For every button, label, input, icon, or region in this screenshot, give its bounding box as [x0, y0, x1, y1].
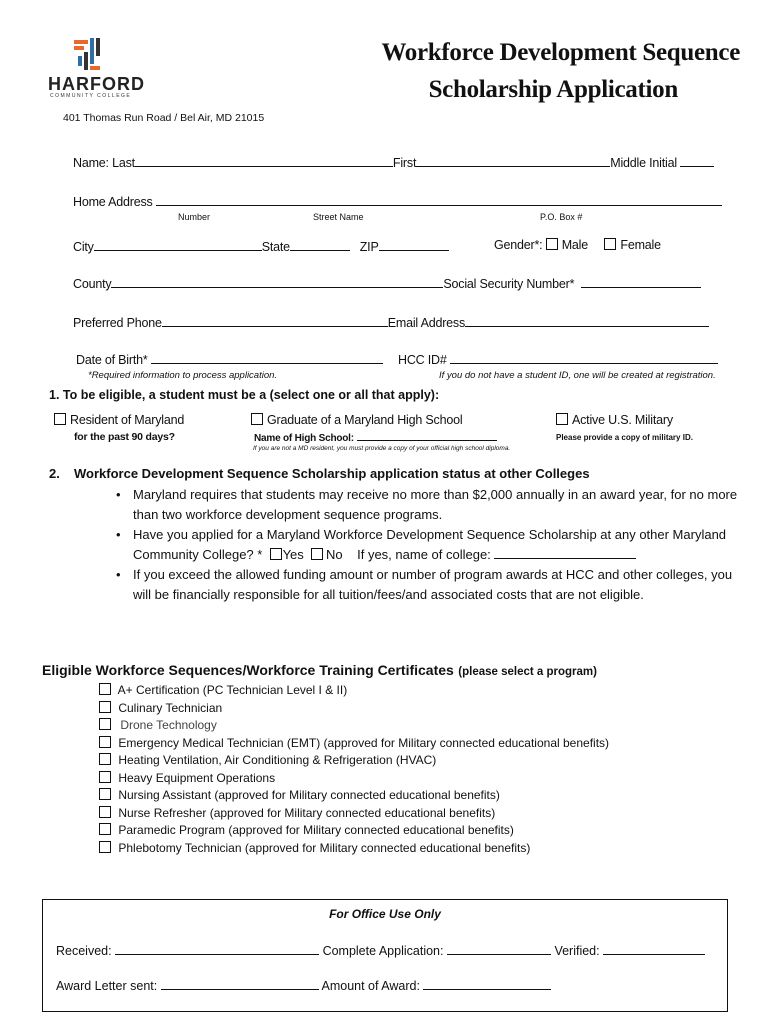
- high-school-row: [254, 431, 497, 444]
- required-note: *Required information to process application.: [88, 370, 278, 381]
- dob-field[interactable]: [151, 351, 383, 364]
- office-use-box: [42, 899, 728, 1012]
- resident-label: Resident of Maryland: [70, 413, 185, 427]
- logo-college-name: HARFORD: [48, 74, 145, 94]
- program-checkbox[interactable]: [99, 736, 111, 748]
- verified-label: Verified:: [554, 944, 600, 958]
- resident-sub: for the past 90 days?: [74, 431, 175, 443]
- city-label: City: [73, 240, 94, 254]
- graduate-checkbox[interactable]: [251, 413, 263, 425]
- amount-label: Amount of Award:: [321, 979, 420, 993]
- address-street-caption: Street Name: [313, 212, 364, 222]
- verified-field[interactable]: [603, 942, 705, 955]
- bullet-applied-elsewhere: • Have you applied for a Maryland Workforce Development Sequence Scholarship at any other Maryland Community College? * Yes No If yes, name of college:: [110, 525, 740, 565]
- gender-row: [494, 238, 661, 252]
- bullet-financial-responsibility: • If you exceed the allowed funding amount or number of program awards at HCC and other colleges, you will be financially responsible for all tuition/fees/and associated costs that are not eligible.: [110, 565, 740, 605]
- middle-initial-label: Middle Initial: [610, 156, 677, 170]
- first-name-field[interactable]: [416, 154, 610, 167]
- program-item[interactable]: Nursing Assistant (approved for Military connected educational benefits): [99, 787, 609, 805]
- state-field[interactable]: [290, 238, 350, 251]
- ssn-label: Social Security Number*: [443, 277, 575, 291]
- home-address-row: [73, 193, 722, 209]
- award-letter-label: Award Letter sent:: [56, 979, 158, 993]
- title-line-1: Workforce Development Sequence: [381, 39, 740, 66]
- email-field[interactable]: [465, 314, 709, 327]
- applied-yes-checkbox[interactable]: [270, 548, 282, 560]
- section2-bullets: [110, 485, 740, 605]
- other-college-field[interactable]: [494, 546, 636, 559]
- name-row: [73, 154, 714, 170]
- program-checkbox[interactable]: [99, 683, 111, 695]
- phone-row: [73, 314, 709, 330]
- address-pobox-caption: P.O. Box #: [540, 212, 583, 222]
- program-checkbox[interactable]: [99, 823, 111, 835]
- office-row-1: [56, 942, 705, 958]
- military-label: Active U.S. Military: [572, 413, 673, 427]
- graduate-label: Graduate of a Maryland High School: [267, 413, 463, 427]
- zip-field[interactable]: [379, 238, 449, 251]
- hcc-id-label: HCC ID#: [398, 353, 447, 367]
- program-item[interactable]: Heating Ventilation, Air Conditioning & Refrigeration (HVAC): [99, 752, 609, 770]
- amount-field[interactable]: [423, 977, 551, 990]
- home-address-field[interactable]: [156, 193, 722, 206]
- program-list: [99, 682, 609, 857]
- program-checkbox[interactable]: [99, 718, 111, 730]
- program-item[interactable]: Nurse Refresher (approved for Military connected educational benefits): [99, 805, 609, 823]
- male-label: Male: [561, 238, 589, 252]
- hcc-id-field[interactable]: [450, 351, 718, 364]
- county-label: County: [73, 277, 112, 291]
- title-line-2: Scholarship Application: [428, 76, 678, 103]
- diploma-note: If you are not a MD resident, you must provide a copy of your official high school diploma.: [253, 445, 511, 452]
- military-sub: Please provide a copy of military ID.: [556, 433, 693, 442]
- middle-initial-field[interactable]: [680, 154, 714, 167]
- received-field[interactable]: [115, 942, 319, 955]
- resident-option: [54, 413, 184, 427]
- female-label: Female: [620, 238, 661, 252]
- complete-label: Complete Application:: [322, 944, 444, 958]
- dob-row: [76, 351, 383, 367]
- resident-checkbox[interactable]: [54, 413, 66, 425]
- college-logo: [46, 38, 145, 100]
- military-checkbox[interactable]: [556, 413, 568, 425]
- ssn-field[interactable]: [581, 275, 701, 288]
- bullet-funding-limit: • Maryland requires that students may receive no more than $2,000 annually in an award year, for no more than two workforce development sequence programs.: [110, 485, 740, 525]
- county-field[interactable]: [111, 275, 443, 288]
- address: 401 Thomas Run Road / Bel Air, MD 21015: [63, 112, 265, 124]
- office-use-title: For Office Use Only: [329, 907, 441, 921]
- complete-field[interactable]: [447, 942, 551, 955]
- first-name-label: First: [392, 156, 417, 170]
- program-item[interactable]: Heavy Equipment Operations: [99, 770, 609, 788]
- email-label: Email Address: [387, 316, 466, 330]
- county-row: [73, 275, 701, 291]
- high-school-label: Name of High School:: [254, 433, 354, 444]
- student-id-note: If you do not have a student ID, one will be created at registration.: [439, 370, 716, 381]
- city-field[interactable]: [94, 238, 262, 251]
- graduate-option: [251, 413, 462, 427]
- program-item[interactable]: Culinary Technician: [99, 700, 609, 718]
- award-letter-field[interactable]: [161, 977, 319, 990]
- high-school-field[interactable]: [357, 431, 497, 441]
- applied-no-checkbox[interactable]: [311, 548, 323, 560]
- phone-field[interactable]: [162, 314, 388, 327]
- program-checkbox[interactable]: [99, 771, 111, 783]
- section2-heading: Workforce Development Sequence Scholarship application status at other Colleges: [74, 466, 590, 481]
- home-address-label: Home Address: [73, 195, 153, 209]
- last-name-label: Name: Last: [73, 156, 135, 170]
- program-checkbox[interactable]: [99, 841, 111, 853]
- program-checkbox[interactable]: [99, 753, 111, 765]
- last-name-field[interactable]: [135, 154, 393, 167]
- program-item[interactable]: Emergency Medical Technician (EMT) (approved for Military connected educational benefits): [99, 735, 609, 753]
- female-checkbox[interactable]: [604, 238, 616, 250]
- program-item[interactable]: A+ Certification (PC Technician Level I & II): [99, 682, 609, 700]
- zip-label: ZIP: [359, 240, 379, 254]
- male-checkbox[interactable]: [546, 238, 558, 250]
- program-checkbox[interactable]: [99, 806, 111, 818]
- program-item[interactable]: Drone Technology: [99, 717, 609, 735]
- section2-number: 2.: [49, 466, 60, 481]
- page-title: [381, 34, 740, 108]
- program-item[interactable]: Phlebotomy Technician (approved for Military connected educational benefits): [99, 840, 609, 858]
- state-label: State: [261, 240, 290, 254]
- dob-label: Date of Birth*: [76, 353, 148, 367]
- section1-heading: 1. To be eligible, a student must be a (select one or all that apply):: [49, 388, 440, 402]
- address-number-caption: Number: [178, 212, 211, 222]
- gender-label: Gender*:: [494, 238, 543, 252]
- programs-heading: Eligible Workforce Sequences/Workforce Training Certificates (please select a program): [42, 662, 597, 678]
- city-row: [73, 238, 449, 254]
- military-option: [556, 413, 673, 427]
- hcc-id-row: [398, 351, 718, 367]
- logo-college-sub: COMMUNITY COLLEGE: [50, 93, 132, 99]
- program-checkbox[interactable]: [99, 701, 111, 713]
- program-item[interactable]: Paramedic Program (approved for Military connected educational benefits): [99, 822, 609, 840]
- phone-label: Preferred Phone: [73, 316, 162, 330]
- logo-mark-icon: [74, 38, 104, 72]
- office-row-2: [56, 977, 551, 993]
- received-label: Received:: [56, 944, 112, 958]
- program-checkbox[interactable]: [99, 788, 111, 800]
